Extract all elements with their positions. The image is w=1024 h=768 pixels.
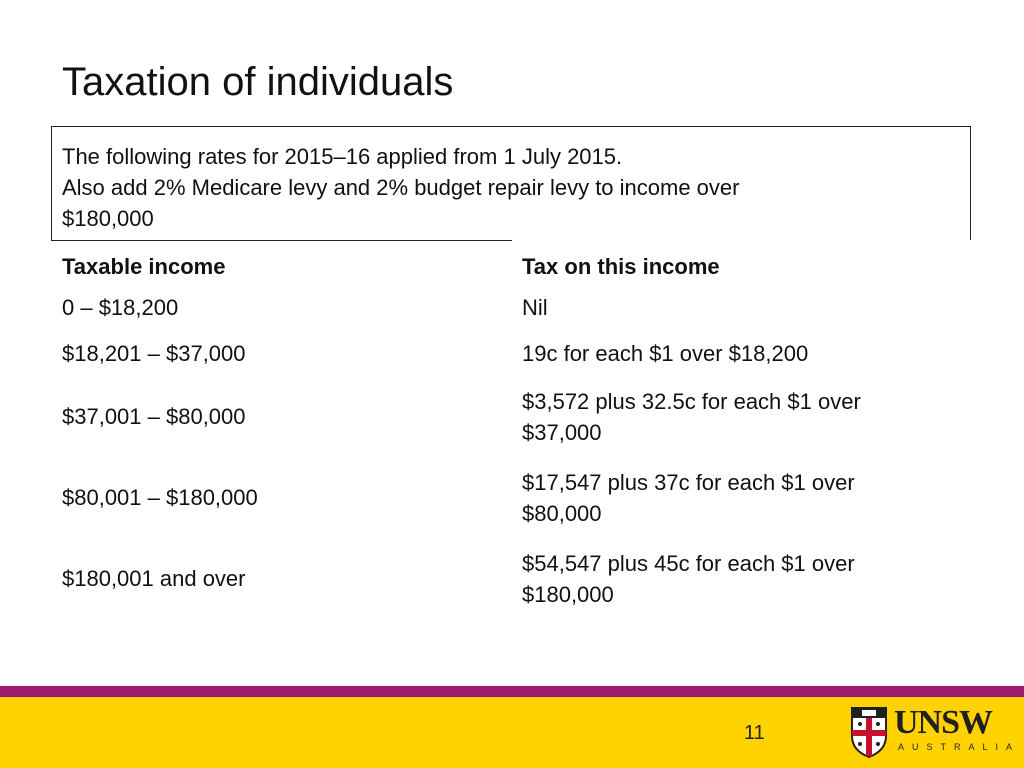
header-taxable-income: Taxable income (62, 253, 226, 279)
tax-amount (522, 538, 962, 619)
table-row (62, 284, 962, 330)
footer-purple-band (0, 686, 1024, 697)
header-tax-on-income: Tax on this income (522, 253, 720, 279)
logo-subtitle: AUSTRALIA (898, 742, 1021, 752)
tax-line: $54,547 plus 45c for each $1 over (522, 550, 855, 576)
crest-icon (850, 706, 888, 758)
tax-line: 19c for each $1 over $18,200 (522, 340, 809, 366)
tax-rates-table (62, 248, 962, 619)
intro-line: The following rates for 2015–16 applied from 1 July 2015. (62, 144, 623, 169)
table-row (62, 330, 962, 376)
tax-line: Nil (522, 294, 548, 320)
unsw-logo (850, 704, 1021, 760)
tax-amount (522, 284, 962, 330)
logo-wordmark: UNSW (894, 704, 993, 741)
slide-title: Taxation of individuals (62, 60, 454, 104)
tax-line: $37,000 (522, 419, 602, 445)
tax-line: $3,572 plus 32.5c for each $1 over (522, 388, 861, 414)
tax-amount (522, 330, 962, 376)
intro-line: $180,000 (62, 206, 154, 231)
tax-line: $80,000 (522, 500, 602, 526)
table-row (62, 538, 962, 619)
page-number: 11 (744, 722, 765, 744)
income-bracket: $18,201 – $37,000 (62, 340, 246, 366)
intro-text (62, 141, 942, 234)
intro-line: Also add 2% Medicare levy and 2% budget repair levy to income over (62, 175, 740, 200)
tax-line: $180,000 (522, 581, 614, 607)
income-bracket: $37,001 – $80,000 (62, 404, 246, 429)
tax-amount (522, 376, 962, 457)
tax-amount (522, 457, 962, 538)
tax-line: $17,547 plus 37c for each $1 over (522, 469, 855, 495)
income-bracket: 0 – $18,200 (62, 294, 179, 320)
table-row (62, 457, 962, 538)
income-bracket: $180,001 and over (62, 566, 246, 591)
table-row (62, 376, 962, 457)
income-bracket: $80,001 – $180,000 (62, 485, 258, 510)
table-header-row (62, 248, 962, 284)
intro-box-underline (51, 240, 512, 241)
